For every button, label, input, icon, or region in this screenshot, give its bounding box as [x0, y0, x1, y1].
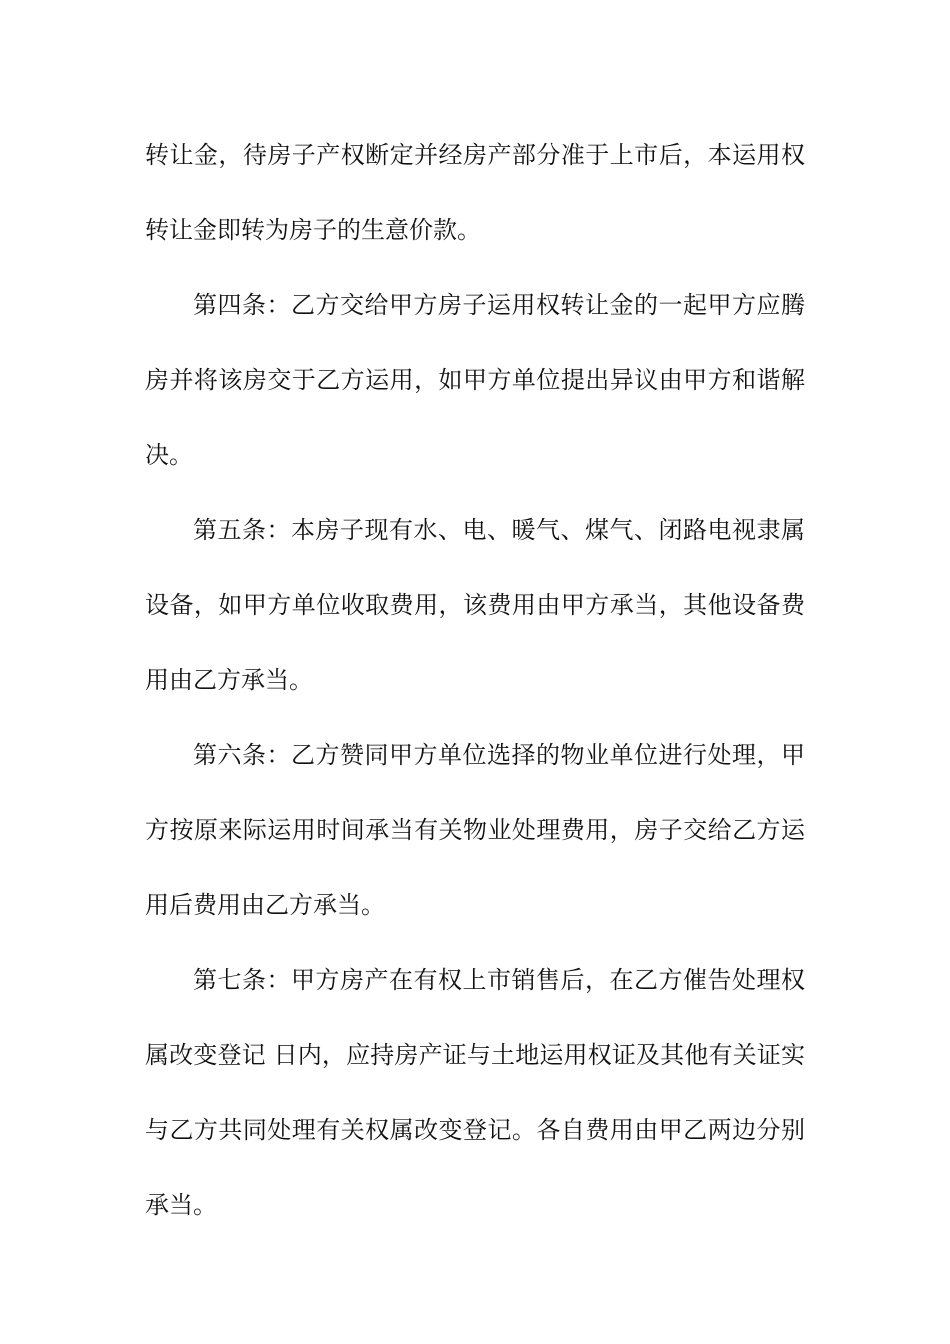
text-line: 转让金即转为房子的生意价款。 [145, 216, 481, 244]
article-5-line: 第五条：本房子现有水、电、暖气、煤气、闭路电视隶属 [193, 516, 805, 544]
article-6-line: 第六条：乙方赞同甲方单位选择的物业单位进行处理，甲 [193, 741, 805, 769]
text-line: 方按原来际运用时间承当有关物业处理费用，房子交给乙方运 [145, 816, 805, 844]
article-7-line: 第七条：甲方房产在有权上市销售后，在乙方催告处理权 [193, 966, 805, 994]
article-4-line: 第四条：乙方交给甲方房子运用权转让金的一起甲方应腾 [193, 291, 805, 319]
text-line: 房并将该房交于乙方运用，如甲方单位提出异议由甲方和谐解 [145, 366, 805, 394]
text-line: 与乙方共同处理有关权属改变登记。各自费用由甲乙两边分别 [145, 1116, 805, 1144]
text-line: 转让金，待房子产权断定并经房产部分准于上市后，本运用权 [145, 141, 805, 169]
text-line: 用后费用由乙方承当。 [145, 891, 385, 919]
text-line: 用由乙方承当。 [145, 666, 313, 694]
document-body [145, 118, 805, 1243]
text-line: 承当。 [145, 1191, 217, 1219]
text-line: 属改变登记 日内，应持房产证与土地运用权证及其他有关证实 [145, 1041, 805, 1069]
text-line: 决。 [145, 441, 193, 469]
text-line: 设备，如甲方单位收取费用，该费用由甲方承当，其他设备费 [145, 591, 805, 619]
